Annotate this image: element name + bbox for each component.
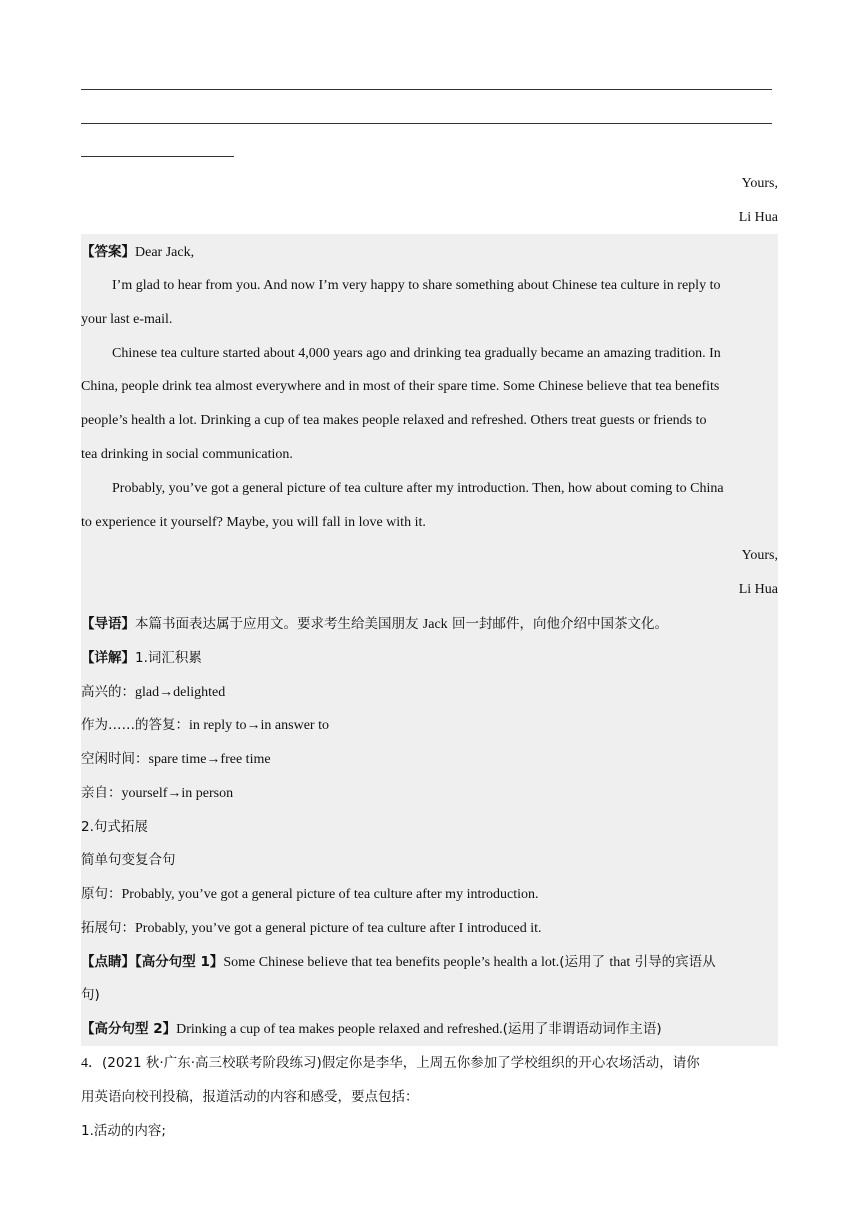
extended-label: 拓展句： xyxy=(81,920,135,936)
highlight-sentence-1 xyxy=(81,952,716,973)
blank-answer-line xyxy=(81,123,772,124)
greeting: Dear Jack, xyxy=(135,245,195,260)
pattern-1-text: Some Chinese believe that tea benefits people’s health a lot. xyxy=(223,955,560,970)
answer-paragraph-1-line-2: your last e-mail. xyxy=(81,312,173,327)
question-4-line-1 xyxy=(81,1053,700,1074)
pattern-1-note: (运用了 xyxy=(559,954,610,970)
original-label: 原句： xyxy=(81,886,122,902)
original-sentence xyxy=(81,884,539,905)
extended-sentence xyxy=(81,918,542,939)
question-text: 假定你是李华，上周五你参加了学校组织的开心农场活动，请你 xyxy=(321,1055,700,1071)
pattern-2-tag: 【高分句型 2】 xyxy=(81,1021,177,1037)
vocab-en: in reply to→in answer to xyxy=(189,718,329,733)
guide-line xyxy=(81,614,668,635)
sentence-heading: 2.句式拓展 xyxy=(81,819,148,835)
guide-text-end: 回一封邮件，向他介绍中国茶文化。 xyxy=(447,616,668,632)
guide-tag: 【导语】 xyxy=(81,616,135,632)
pattern-1-tag: 【高分句型 1】 xyxy=(135,954,224,970)
answer-paragraph-1-line-1: I’m glad to hear from you. And now I’m very happy to share something about Chinese tea culture in reply to xyxy=(112,278,721,293)
question-number: 4． xyxy=(81,1056,102,1071)
blank-answer-line xyxy=(81,89,772,90)
pattern-1-note-end: 引导的宾语从 xyxy=(630,954,716,970)
vocab-heading: 1.词汇积累 xyxy=(135,650,202,666)
vocab-cn: 亲自： xyxy=(81,785,122,801)
sentence-subheading: 简单句变复合句 xyxy=(81,852,176,868)
vocab-en: glad→delighted xyxy=(135,685,226,700)
original-text: Probably, you’ve got a general picture of tea culture after my introduction. xyxy=(121,887,539,902)
answer-closing: Yours, xyxy=(741,548,778,563)
question-source: (2021 秋·广东·高三校联考阶段练习) xyxy=(102,1055,322,1071)
closing-yours: Yours, xyxy=(741,176,778,191)
answer-paragraph-2-line-3: people’s health a lot. Drinking a cup of tea makes people relaxed and refreshed. Others treat guests or friends to xyxy=(81,413,707,428)
detail-tag: 【详解】 xyxy=(81,650,135,666)
question-4-line-3: 1.活动的内容; xyxy=(81,1123,166,1139)
highlight-tag: 【点睛】 xyxy=(81,954,135,970)
signature-name: Li Hua xyxy=(738,210,778,225)
question-4-line-2: 用英语向校刊投稿，报道活动的内容和感受，要点包括： xyxy=(81,1089,419,1105)
extended-text: Probably, you’ve got a general picture of tea culture after I introduced it. xyxy=(135,921,542,936)
vocab-cn: 作为……的答复： xyxy=(81,717,189,733)
guide-text: 本篇书面表达属于应用文。要求考生给美国朋友 xyxy=(135,616,423,632)
answer-paragraph-2-line-2: China, people drink tea almost everywhere and in most of their spare time. Some Chinese believe that tea benefits xyxy=(81,379,720,394)
answer-signature: Li Hua xyxy=(738,582,778,597)
vocab-cn: 空闲时间： xyxy=(81,751,149,767)
answer-tag: 【答案】 xyxy=(81,244,135,260)
vocab-item xyxy=(81,783,233,804)
detail-heading-line xyxy=(81,648,202,669)
answer-paragraph-3-line-2: to experience it yourself? Maybe, you will fall in love with it. xyxy=(81,515,426,530)
pattern-1-note-en: that xyxy=(609,955,631,970)
vocab-en: yourself→in person xyxy=(121,786,234,801)
pattern-2-text: Drinking a cup of tea makes people relaxed and refreshed. xyxy=(176,1022,503,1037)
vocab-cn: 高兴的： xyxy=(81,684,135,700)
answer-greeting-line xyxy=(81,242,194,263)
guide-text-en: Jack xyxy=(422,617,448,632)
vocab-en: spare time→free time xyxy=(148,752,271,767)
highlight-sentence-2 xyxy=(81,1019,662,1040)
vocab-item xyxy=(81,715,329,736)
pattern-2-note: (运用了非谓语动词作主语) xyxy=(502,1021,662,1037)
answer-paragraph-2-line-1: Chinese tea culture started about 4,000 years ago and drinking tea gradually became an amazing tradition. In xyxy=(112,346,721,361)
pattern-1-note-wrap: 句) xyxy=(81,987,100,1003)
blank-answer-line xyxy=(81,156,234,157)
answer-paragraph-2-line-4: tea drinking in social communication. xyxy=(81,447,293,462)
answer-paragraph-3-line-1: Probably, you’ve got a general picture of tea culture after my introduction. Then, how about coming to China xyxy=(112,481,724,496)
vocab-item xyxy=(81,749,271,770)
vocab-item xyxy=(81,682,225,703)
